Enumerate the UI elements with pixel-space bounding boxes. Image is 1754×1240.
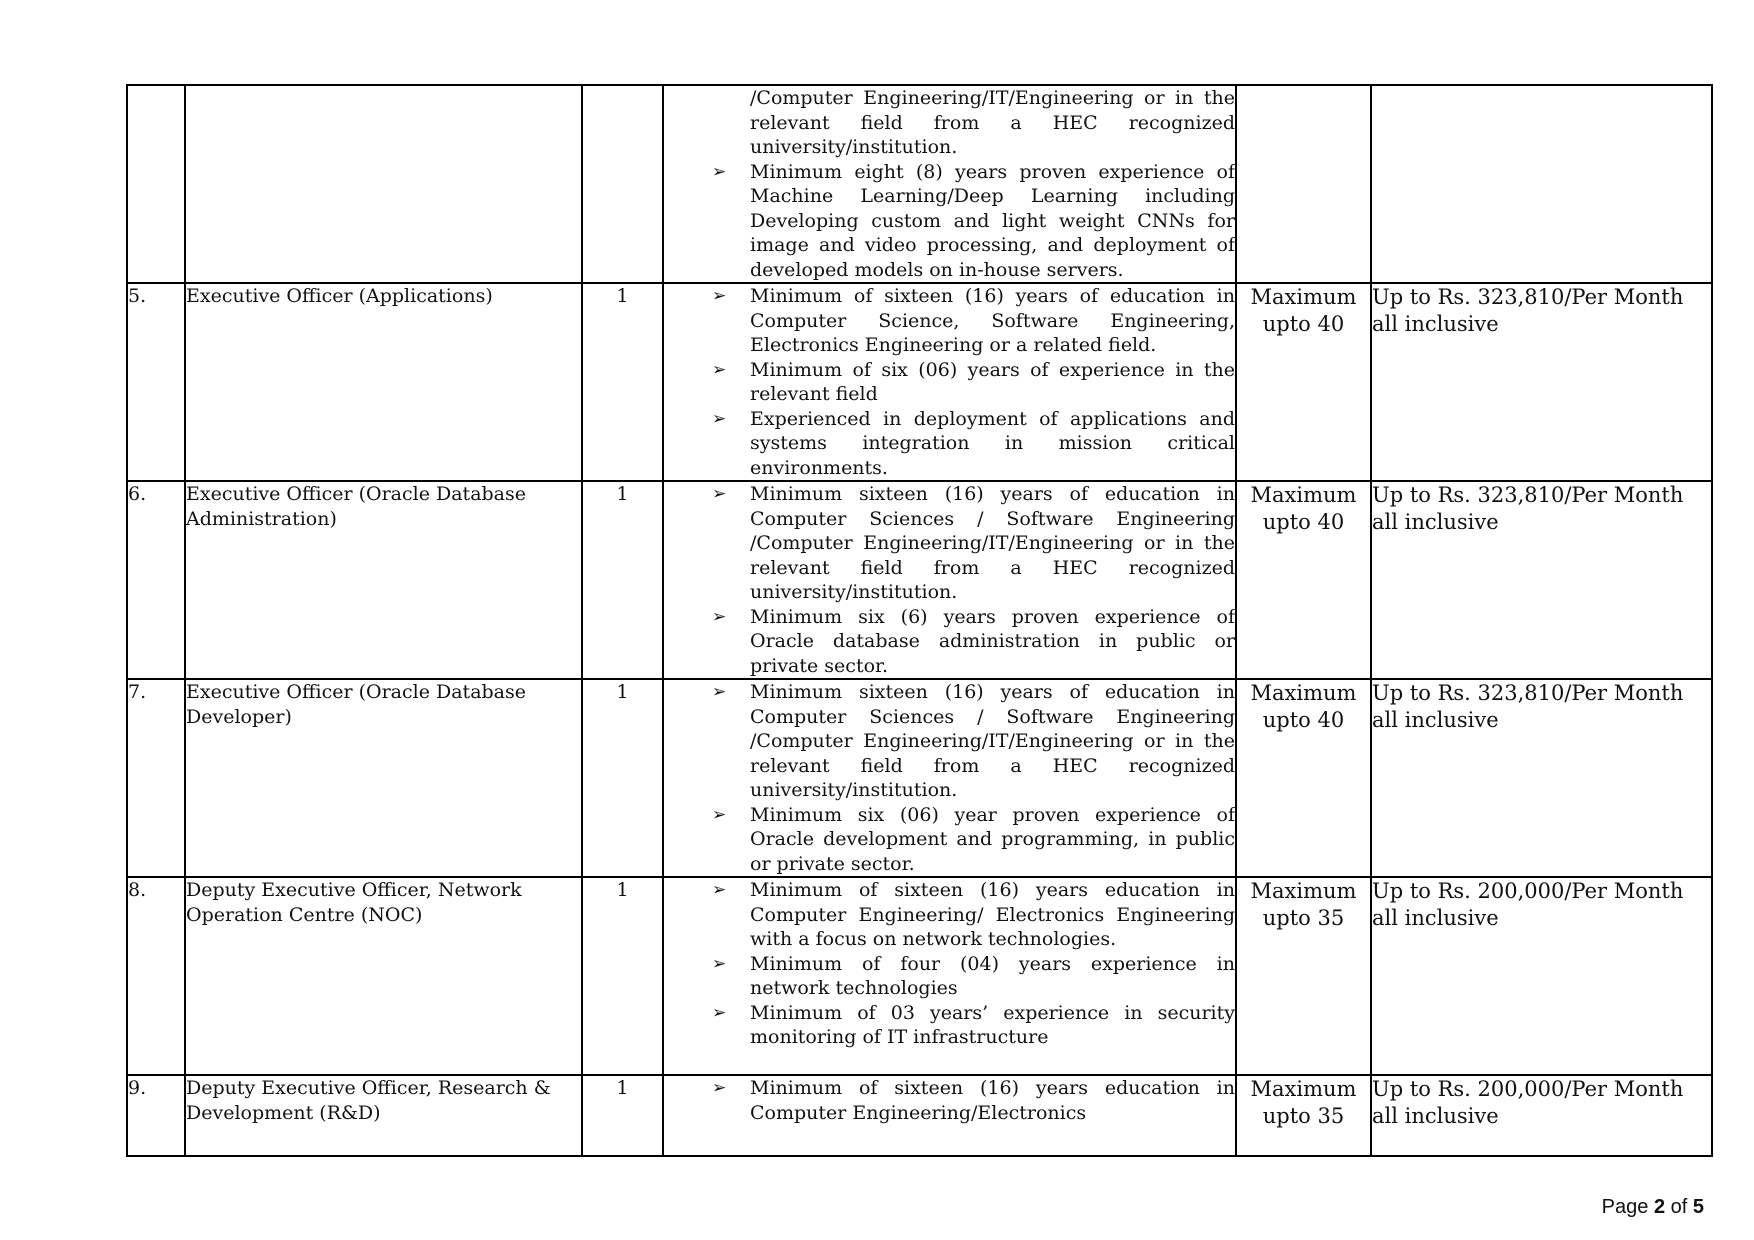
requirement-text: Minimum of 03 years’ experience in security monitoring of IT infrastructure (750, 1001, 1235, 1048)
requirements-cell (663, 877, 1236, 1075)
requirements-cell (663, 1075, 1236, 1156)
requirements-list (664, 284, 1235, 480)
age-limit-cell: Maximum upto 40 (1236, 679, 1371, 877)
requirement-text: Minimum of sixteen (16) years education in Computer Engineering/Electronics (750, 1077, 1235, 1124)
requirement-text: Minimum six (6) years proven experience of Oracle database administration in public or private sector. (750, 605, 1235, 677)
requirement-item (664, 86, 1235, 160)
arrow-bullet-icon: ➢ (712, 1078, 727, 1098)
total-pages: 5 (1692, 1196, 1704, 1218)
serial-number-cell: 9. (127, 1075, 185, 1156)
serial-number-cell: 5. (127, 283, 185, 481)
requirement-text: Experienced in deployment of applications and systems integration in mission critical environments. (750, 407, 1235, 479)
pay-package-cell: Up to Rs. 200,000/Per Month all inclusive (1371, 1075, 1712, 1156)
age-limit-cell: Maximum upto 35 (1236, 1075, 1371, 1156)
positions-cell: 1 (582, 877, 663, 1075)
table-row (127, 85, 1712, 283)
requirement-item (664, 878, 1235, 952)
post-title-cell (185, 85, 582, 283)
pay-package-cell: Up to Rs. 200,000/Per Month all inclusive (1371, 877, 1712, 1075)
requirements-list (664, 86, 1235, 282)
arrow-bullet-icon: ➢ (712, 606, 727, 627)
arrow-bullet-icon: ➢ (712, 484, 727, 504)
age-limit-cell: Maximum upto 40 (1236, 481, 1371, 679)
arrow-bullet-icon: ➢ (712, 880, 727, 900)
requirement-text: Minimum of four (04) years experience in network technologies (750, 952, 1235, 999)
age-limit-cell (1236, 85, 1371, 283)
arrow-bullet-icon: ➢ (712, 286, 727, 306)
pay-package-cell: Up to Rs. 323,810/Per Month all inclusive (1371, 283, 1712, 481)
requirement-text: Minimum of sixteen (16) years of education in Computer Science, Software Engineering, Electronics Engineering or a related field. (750, 285, 1235, 356)
positions-cell: 1 (582, 481, 663, 679)
requirements-list (664, 878, 1235, 1050)
table-row (127, 1075, 1712, 1156)
arrow-bullet-icon: ➢ (712, 682, 727, 702)
requirement-item (664, 407, 1235, 481)
post-title-cell: Executive Officer (Oracle Database Developer) (185, 679, 582, 877)
requirements-list (664, 482, 1235, 678)
table-row (127, 679, 1712, 877)
post-title-cell: Deputy Executive Officer, Research & Development (R&D) (185, 1075, 582, 1156)
serial-number-cell: 6. (127, 481, 185, 679)
arrow-bullet-icon: ➢ (712, 953, 727, 974)
post-title-cell: Executive Officer (Oracle Database Administration) (185, 481, 582, 679)
requirement-text: Minimum of sixteen (16) years education in Computer Engineering/ Electronics Engineering with a focus on network technologies. (750, 879, 1235, 950)
requirement-text: /Computer Engineering/IT/Engineering or in the relevant field from a HEC recognized university/institution. (750, 87, 1235, 158)
current-page: 2 (1653, 1196, 1666, 1218)
arrow-bullet-icon: ➢ (712, 408, 727, 429)
serial-number-cell: 8. (127, 877, 185, 1075)
serial-number-cell: 7. (127, 679, 185, 877)
requirement-text: Minimum six (06) year proven experience of Oracle development and programming, in public or private sector. (750, 803, 1235, 875)
requirement-item (664, 482, 1235, 605)
post-title-cell: Deputy Executive Officer, Network Operation Centre (NOC) (185, 877, 582, 1075)
requirements-list (664, 1076, 1235, 1125)
page-label: Page (1601, 1196, 1649, 1218)
positions-cell: 1 (582, 679, 663, 877)
requirements-cell (663, 481, 1236, 679)
requirement-text: Minimum of six (06) years of experience in the relevant field (750, 358, 1235, 405)
requirement-text: Minimum eight (8) years proven experience of Machine Learning/Deep Learning including Developing custom and light weight CNNs for image and video processing, and deployment of developed models on in-house servers. (750, 160, 1235, 281)
arrow-bullet-icon: ➢ (712, 359, 727, 380)
serial-number-cell (127, 85, 185, 283)
requirements-cell (663, 283, 1236, 481)
table-row (127, 481, 1712, 679)
positions-cell: 1 (582, 1075, 663, 1156)
requirement-text: Minimum sixteen (16) years of education in Computer Sciences / Software Engineering /Computer Engineering/IT/Engineering or in the relevant field from a HEC recognized university/institution. (750, 483, 1235, 603)
page-number (1602, 1196, 1704, 1219)
requirement-item (664, 680, 1235, 803)
pay-package-cell (1371, 85, 1712, 283)
arrow-bullet-icon: ➢ (712, 1002, 727, 1023)
requirement-item (664, 358, 1235, 407)
post-title-cell: Executive Officer (Applications) (185, 283, 582, 481)
requirements-cell (663, 85, 1236, 283)
pay-package-cell: Up to Rs. 323,810/Per Month all inclusive (1371, 679, 1712, 877)
requirement-item (664, 284, 1235, 358)
arrow-bullet-icon: ➢ (712, 804, 727, 825)
requirement-item (664, 952, 1235, 1001)
table-row (127, 283, 1712, 481)
requirement-item (664, 605, 1235, 679)
requirement-item (664, 803, 1235, 877)
requirement-item (664, 1076, 1235, 1125)
positions-cell (582, 85, 663, 283)
age-limit-cell: Maximum upto 40 (1236, 283, 1371, 481)
requirement-item (664, 160, 1235, 283)
table-row (127, 877, 1712, 1075)
requirement-item (664, 1001, 1235, 1050)
arrow-bullet-icon: ➢ (712, 161, 727, 182)
requirements-cell (663, 679, 1236, 877)
age-limit-cell: Maximum upto 35 (1236, 877, 1371, 1075)
of-label: of (1670, 1196, 1688, 1218)
requirements-list (664, 680, 1235, 876)
requirement-text: Minimum sixteen (16) years of education in Computer Sciences / Software Engineering /Computer Engineering/IT/Engineering or in the relevant field from a HEC recognized university/institution. (750, 681, 1235, 801)
vacancy-table (126, 84, 1713, 1157)
positions-cell: 1 (582, 283, 663, 481)
vacancy-table-body (127, 85, 1712, 1156)
pay-package-cell: Up to Rs. 323,810/Per Month all inclusive (1371, 481, 1712, 679)
